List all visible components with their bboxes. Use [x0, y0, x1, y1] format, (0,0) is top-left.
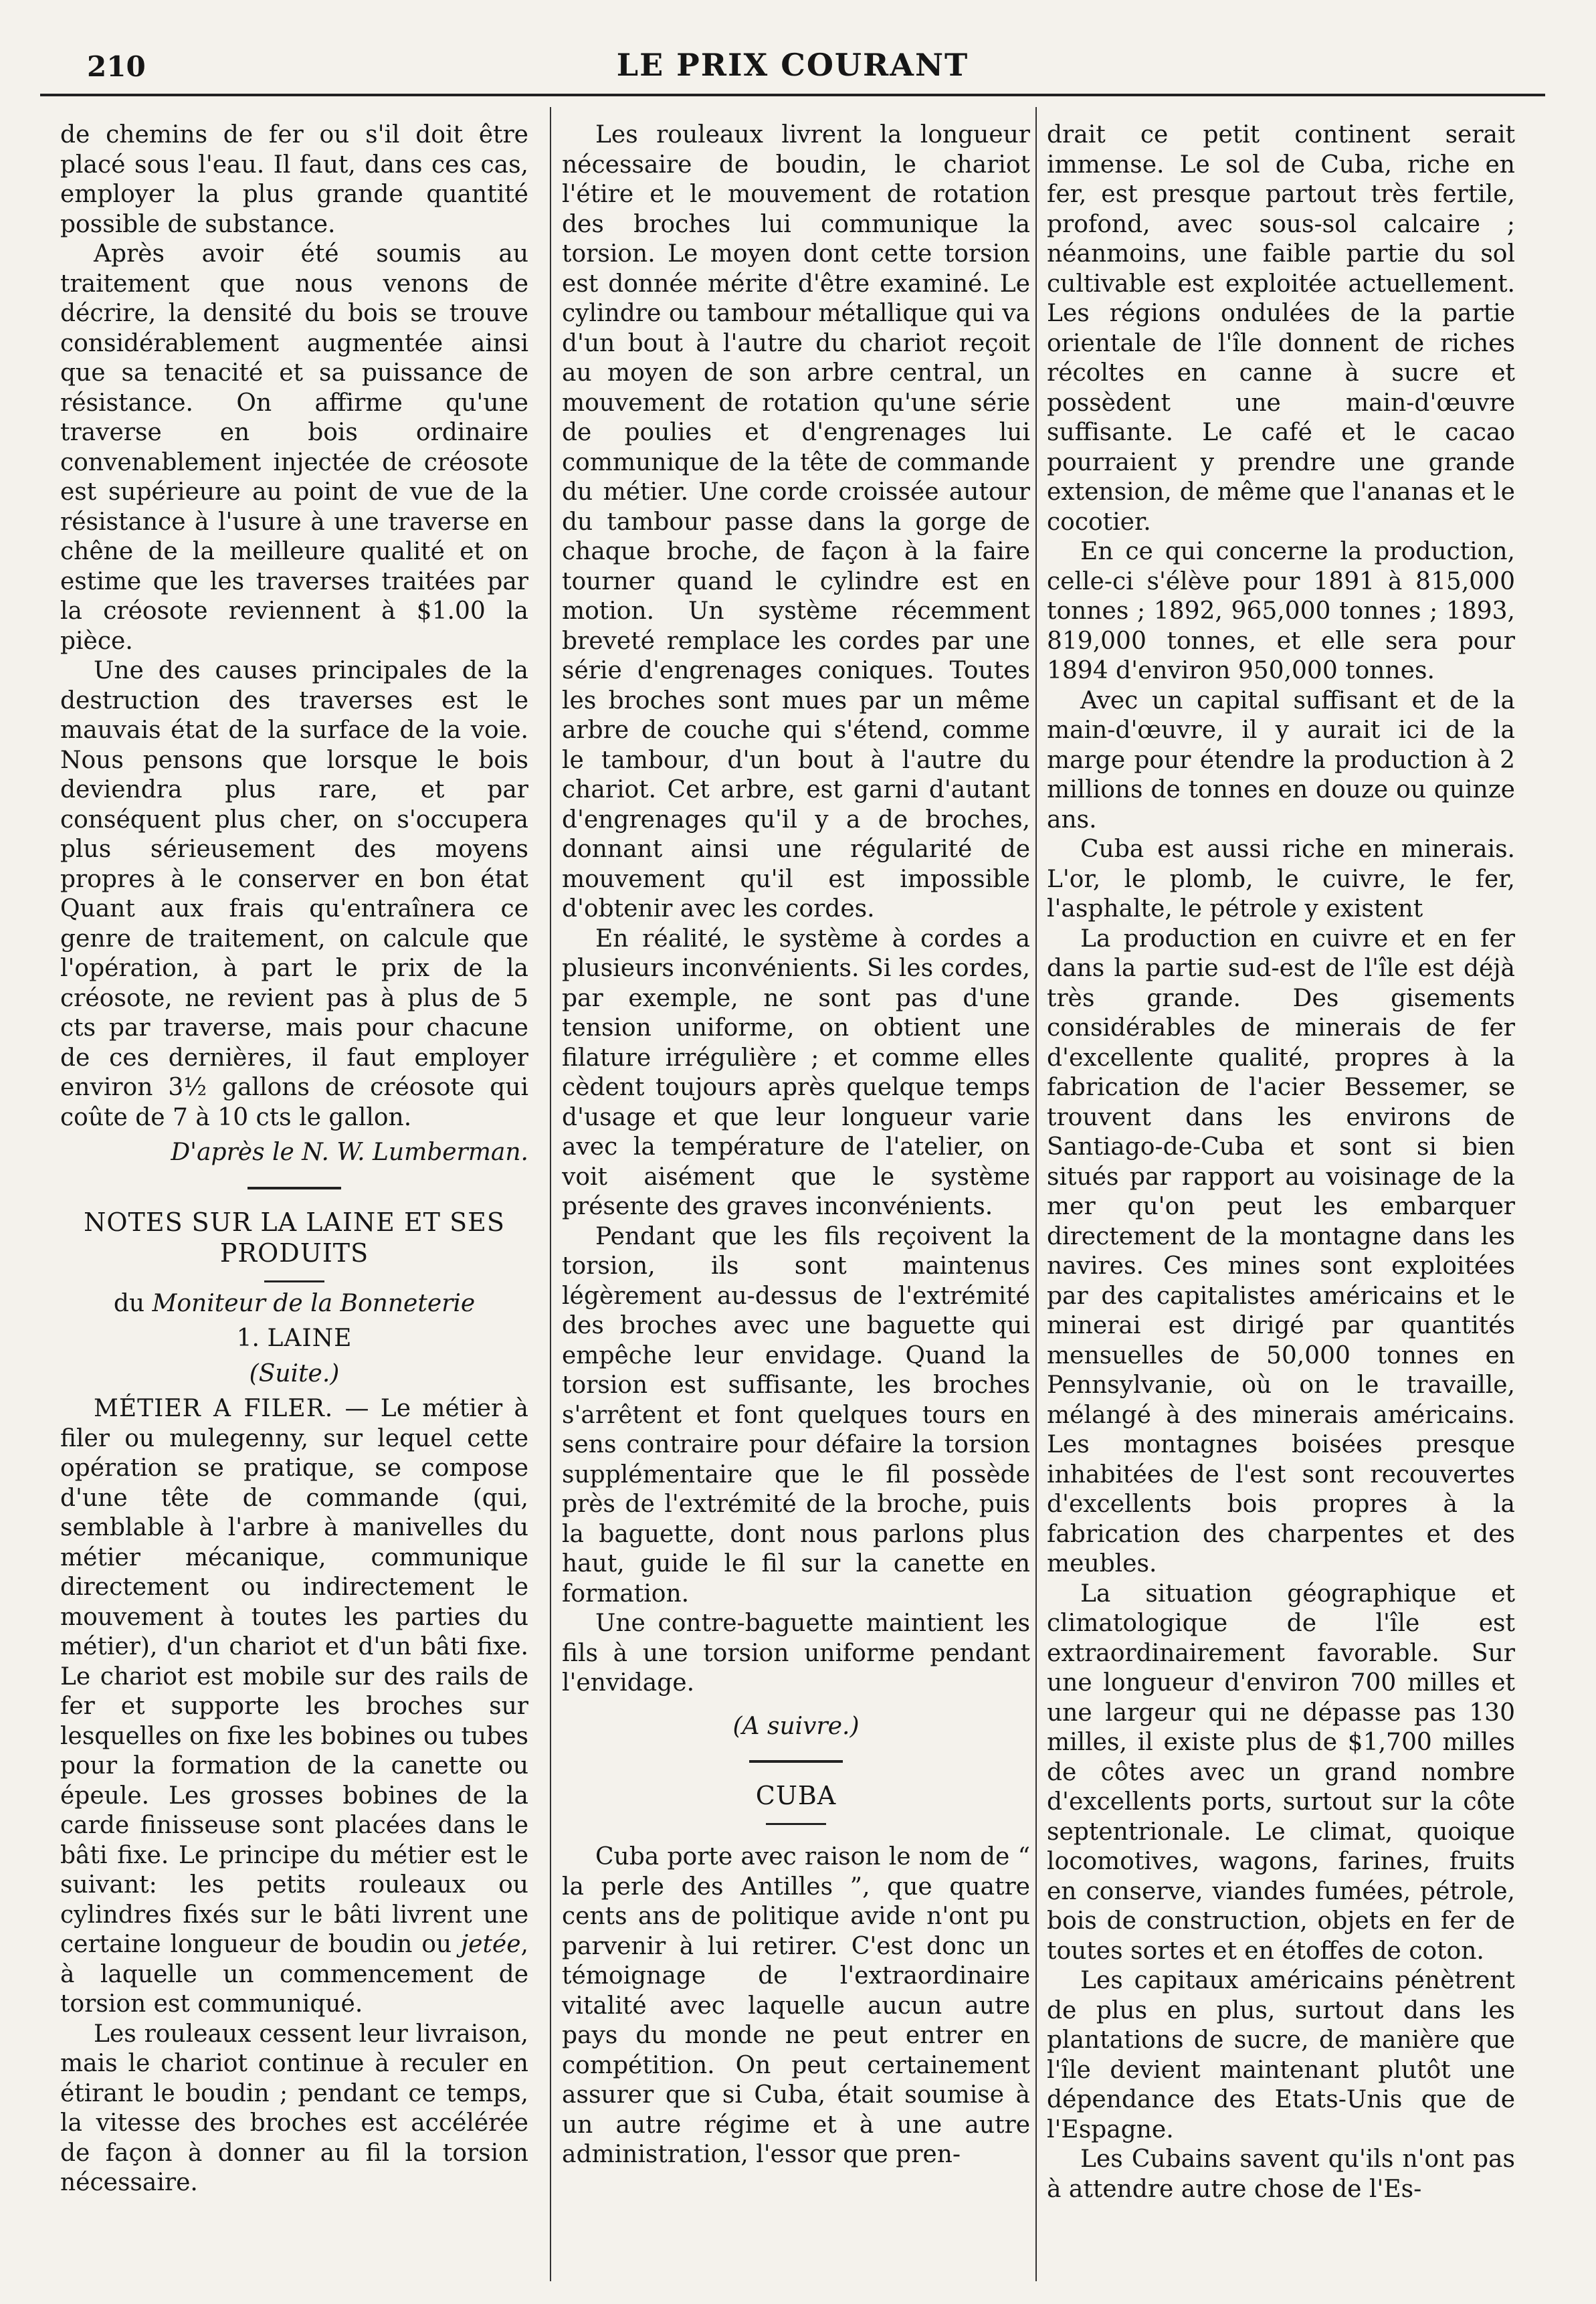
article-title: NOTES SUR LA LAINE ET SES PRODUITS	[84, 1207, 505, 1268]
paragraph: La production en cuivre et en fer dans la partie sud-est de l'île est déjà très grande. Des gisements considérables de minerais de fer d'excellente qualité, propres à la fabrication de l'acier Bessemer, se trouvent dans les environs de Santiago-de-Cuba et sont si bien situés par rapport au voisinage de la mer qu'on peut les embarquer directement de la montagne dans les navires. Ces mines sont exploitées par des capitalistes américains et le minerai est dirigé par quantités mensuelles de 50,000 tonnes en Pennsylvanie, où on le travaille, mélangé à des minerais américains. Les montagnes boisées presque inhabitées de l'est sont recouvertes d'excellents bois propres à la fabrication des charpentes et des meubles.	[1047, 925, 1515, 1577]
article-title: CUBA	[755, 1781, 837, 1810]
section-separator	[749, 1760, 843, 1763]
page-header	[40, 40, 1545, 94]
paragraph-text-end: , à laquelle un commencement de torsion est communiqué.	[60, 1931, 528, 2018]
paragraph: Les rouleaux livrent la longueur nécessaire de boudin, le chariot l'étire et le mouvement de rotation des broches lui communique la torsion. Le moyen dont cette torsion est donnée mérite d'être examiné. Le cylindre ou tambour métallique qui va d'un bout à l'autre du chariot reçoit au moyen de son arbre central, un mouvement de rotation qu'une série de poulies et d'engrenages lui communique de la tête de commande du métier. Une corde croissée autour du tambour passe dans la gorge de chaque broche, de façon à la faire tourner quand le cylindre est en motion. Un système récemment breveté remplace les cordes par une série d'engrenages coniques. Toutes les broches sont mues par un même arbre de couche qui s'étend, comme le tambour, d'un bout à l'autre du chariot. Cet arbre, est garni d'autant d'engrenages qu'il y a de broches, donnant ainsi une régularité de mouvement qu'il est impossible d'obtenir avec les cordes.	[562, 121, 1030, 923]
column-divider-1	[550, 107, 551, 2281]
paragraph: Une contre-baguette maintient les fils à une torsion uniforme pendant l'envidage.	[562, 1610, 1030, 1697]
paragraph: Avec un capital suffisant et de la main-d'œuvre, il y aurait ici de la marge pour étendre la production à 2 millions de tonnes en douze ou quinze ans.	[1047, 686, 1515, 834]
article-credit	[60, 1138, 528, 1168]
paragraph: Les Cubains savent qu'ils n'ont pas à attendre autre chose de l'Es-	[1047, 2145, 1515, 2203]
to-be-continued: (A suivre.)	[732, 1712, 860, 1740]
metier-label: MÉTIER A FILER.	[94, 1395, 334, 1422]
section-number: 1.	[236, 1325, 260, 1352]
column-3	[1047, 120, 1515, 2275]
paragraph: Après avoir été soumis au traitement que nous venons de décrire, la densité du bois se trouve considérablement augmentée ainsi que sa tenacité et sa puissance de résistance. On affirme qu'une traverse en bois ordinaire convenablement injectée de créosote est supérieure au point de vue de la résistance à l'usure à une traverse en chêne de la meilleure qualité et on estime que les traverses traitées par la créosote reviennent à $1.00 la pièce.	[60, 240, 528, 655]
jetee-term: jetée	[461, 1931, 521, 1958]
paragraph: Pendant que les fils reçoivent la torsion, ils sont maintenus légèrement au-dessus de l'extrémité des broches avec une baguette qui empêche leur envidage. Quand la torsion est suffisante, les broches s'arrêtent et font quelques tours en sens contraire pour défaire la torsion supplémentaire que le fil possède près de l'extrémité de la broche, puis la baguette, dont nous parlons plus haut, guide le fil sur la canette en formation.	[562, 1222, 1030, 1608]
page-number: 210	[87, 50, 146, 83]
source-name: Moniteur de la Bonneterie	[152, 1289, 476, 1317]
column-1	[60, 120, 528, 2275]
paragraph: drait ce petit continent serait immense. Le sol de Cuba, riche en fer, est presque partout très fertile, profond, avec sous-sol calcaire ; néanmoins, une faible partie du sol cultivable est exploitée actuellement. Les régions ondulées de la partie orientale de l'île donnent de riches récoltes en canne à sucre et possèdent une main-d'œuvre suffisante. Le café et le cacao pourraient y prendre une grande extension, de même que l'ananas et le cocotier.	[1047, 121, 1515, 536]
title-underline	[766, 1823, 826, 1825]
column-2	[562, 120, 1030, 2275]
article-source	[60, 1289, 528, 1319]
title-underline	[264, 1280, 324, 1282]
credit-source: N. W. Lumberman.	[302, 1139, 528, 1166]
paragraph: Une des causes principales de la destruction des traverses est le mauvais état de la surface de la voie. Nous pensons que lorsque le bois deviendra plus rare, et par conséquent plus cher, on s'occupera plus sérieusement des moyens propres à le conserver en bon état Quant aux frais qu'entraînera ce genre de traitement, on calcule que l'opération, à part le prix de la créosote, ne revient pas à plus de 5 cts par traverse, mais pour chacune de ces dernières, il faut employer environ 3½ gallons de créosote qui coûte de 7 à 10 cts le gallon.	[60, 657, 528, 1131]
paragraph: En réalité, le système à cordes a plusieurs inconvénients. Si les cordes, par exemple, ne sont pas d'une tension uniforme, on obtient une filature irrégulière ; et comme elles cèdent toujours après quelque temps d'usage et que leur longueur varie avec la température de l'atelier, on voit aisément que le système présente des graves inconvénients.	[562, 925, 1030, 1220]
header-rule	[40, 94, 1545, 96]
paragraph: Les capitaux américains pénètrent de plus en plus, surtout dans les plantations de sucre, de manière que l'île devient maintenant plutôt une dépendance des Etats-Unis que de l'Espagne.	[1047, 1967, 1515, 2143]
paragraph: En ce qui concerne la production, celle-ci s'élève pour 1891 à 815,000 tonnes ; 1892, 965,000 tonnes ; 1893, 819,000 tonnes, et elle sera pour 1894 d'environ 950,000 tonnes.	[1047, 538, 1515, 684]
paragraph: Cuba est aussi riche en minerais. L'or, le plomb, le cuivre, le fer, l'asphalte, le pétrole y existent	[1047, 836, 1515, 923]
suite-note: (Suite.)	[249, 1359, 340, 1387]
section-heading	[60, 1324, 528, 1354]
paragraph: La situation géographique et climatologique de l'île est extraordinairement favorable. Sur une longueur d'environ 700 milles et une largeur qui ne dépasse pas 130 milles, il existe plus de $1,700 milles de côtes avec un grand nombre d'excellents ports, surtout sur la côte septentrionale. Le climat, quoique locomotives, wagons, farines, fruits en conserve, viandes fumées, pétrole, bois de construction, objets en fer de toutes sortes et en étoffes de coton.	[1047, 1579, 1515, 1965]
column-divider-2	[1035, 107, 1037, 2281]
paragraph: Les rouleaux cessent leur livraison, mais le chariot continue à reculer en étirant le boudin ; pendant ce temps, la vitesse des broches est accélérée de façon à donner au fil la torsion nécessaire.	[60, 2020, 528, 2196]
source-prefix: du	[113, 1289, 145, 1317]
credit-prefix: D'après le	[171, 1139, 294, 1166]
paragraph: Cuba porte avec raison le nom de “ la perle des Antilles ”, que quatre cents ans de politique avide n'ont pu parvenir à lui retirer. C'est donc un témoignage de l'extraordinaire vitalité avec laquelle aucun autre pays du monde ne peut entrer en compétition. On peut certainement assurer que si Cuba, était soumise à un autre régime et à une autre administration, l'essor que pren-	[562, 1843, 1030, 2168]
paragraph-text: — Le métier à filer ou mulegenny, sur lequel cette opération se pratique, se compose d'une tête de commande (qui, semblable à l'arbre à manivelles du métier mécanique, communique directement ou indirectement le mouvement à toutes les parties du métier), d'un chariot et d'un bâti fixe. Le chariot est mobile sur des rails de fer et supporte les broches sur lesquelles on fixe les bobines ou tubes pour la formation de la canette ou épeule. Les grosses bobines de la carde finisseuse sont placées dans le bâti fixe. Le principe du métier est le suivant: les petits rouleaux ou cylindres fixés sur le bâti livrent une certaine longueur de boudin ou	[60, 1395, 528, 1958]
paragraph	[60, 1394, 528, 2020]
running-title: LE PRIX COURANT	[616, 47, 969, 83]
section-separator	[247, 1187, 341, 1189]
section-name: LAINE	[267, 1325, 353, 1352]
paragraph: de chemins de fer ou s'il doit être placé sous l'eau. Il faut, dans ces cas, employer la plus grande quantité possible de substance.	[60, 121, 528, 238]
